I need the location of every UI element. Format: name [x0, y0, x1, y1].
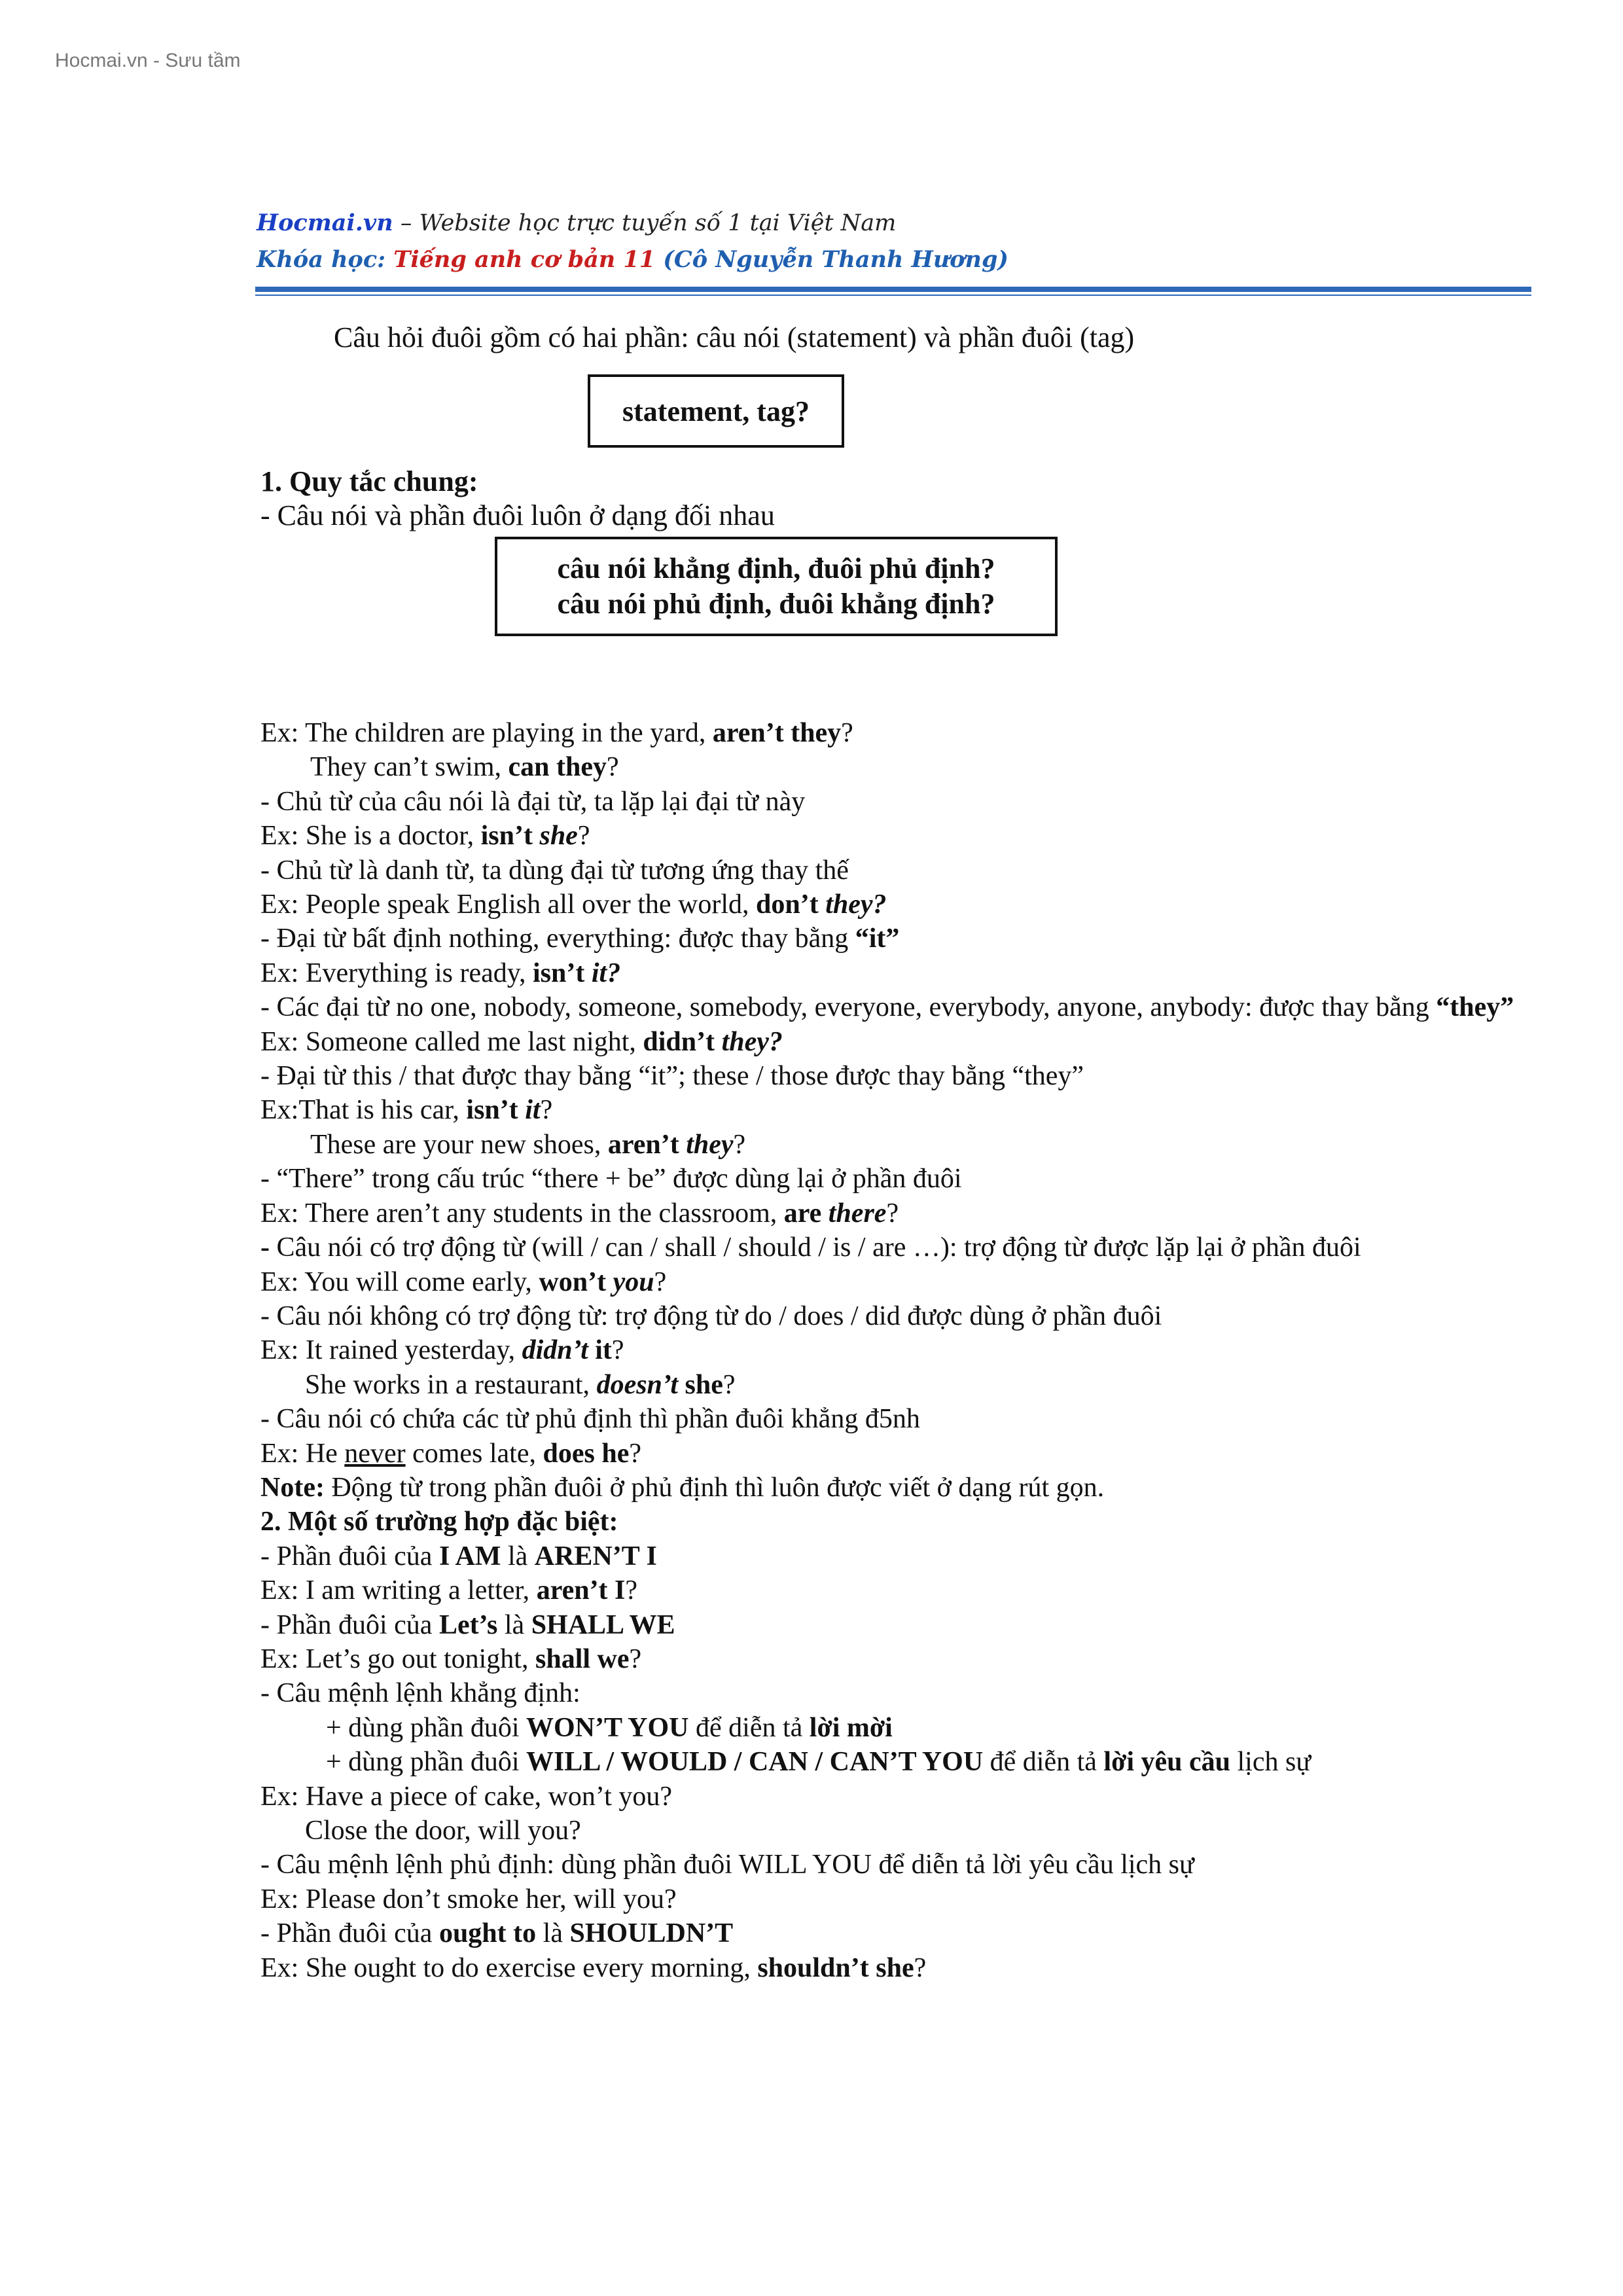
- rule-line: - Các đại từ no one, nobody, someone, somebody, everyone, everybody, anyone, anybody: được thay bằng “they”: [260, 992, 1514, 1023]
- rule-line: - Phần đuôi của I AM là AREN’T I: [260, 1541, 657, 1571]
- course-name: Tiếng anh cơ bản 11: [393, 246, 656, 273]
- section-heading-2: 2. Một số trường hợp đặc biệt:: [260, 1507, 618, 1537]
- rule-box-line-2: câu nói phủ định, đuôi khẳng định?: [557, 588, 995, 620]
- formula-box: statement, tag?: [588, 374, 844, 448]
- rule-line: - Câu mệnh lệnh phủ định: dùng phần đuôi WILL YOU để diễn tả lời yêu cầu lịch sự: [260, 1850, 1194, 1880]
- example-line: Ex: It rained yesterday, didn’t it?: [260, 1335, 624, 1366]
- rule-box-line-1: câu nói khẳng định, đuôi phủ định?: [557, 552, 995, 584]
- header-course-line: Khóa học: Tiếng anh cơ bản 11 (Cô Nguyễn Thanh Hương): [257, 246, 1008, 273]
- example-line: Ex: He never comes late, does he?: [260, 1438, 642, 1469]
- rule-line: - Câu nói có trợ động từ (will / can / shall / should / is / are …): trợ động từ được lặp lại ở phần đuôi: [260, 1232, 1361, 1263]
- document-body: [260, 716, 1530, 1985]
- section-heading-1: 1. Quy tắc chung:: [260, 465, 478, 497]
- general-rule: - Câu nói và phần đuôi luôn ở dạng đối nhau: [260, 499, 775, 531]
- example-line: They can’t swim, can they?: [310, 752, 619, 783]
- example-line: Ex: Please don’t smoke her, will you?: [260, 1884, 677, 1914]
- example-line: Close the door, will you?: [305, 1816, 581, 1846]
- header-site-line: Hocmai.vn – Website học trực tuyến số 1 tại Việt Nam: [257, 209, 897, 236]
- example-line: These are your new shoes, aren’t they?: [310, 1129, 746, 1160]
- sub-rule-line: + dùng phần đuôi WON’T YOU để diễn tả lời mời: [326, 1712, 893, 1743]
- rule-line: - Câu nói có chứa các từ phủ định thì phần đuôi khẳng đ5nh: [260, 1404, 920, 1435]
- example-line: Ex: She ought to do exercise every morning, shouldn’t she?: [260, 1952, 927, 1983]
- header-divider: [255, 287, 1531, 292]
- example-line: Ex: She is a doctor, isn’t she?: [260, 821, 590, 852]
- example-line: Ex: People speak English all over the world, don’t they?: [260, 889, 887, 920]
- example-line: Ex: Someone called me last night, didn’t they?: [260, 1026, 783, 1057]
- example-line: Ex: I am writing a letter, aren’t I?: [260, 1575, 638, 1606]
- example-line: Ex: You will come early, won’t you?: [260, 1266, 667, 1297]
- sub-rule-line: + dùng phần đuôi WILL / WOULD / CAN / CAN’T YOU để diễn tả lời yêu cầu lịch sự: [326, 1747, 1311, 1778]
- example-line: Ex: There aren’t any students in the classroom, are there?: [260, 1198, 899, 1229]
- rule-line: - Phần đuôi của Let’s là SHALL WE: [260, 1609, 675, 1640]
- rule-line: - Chủ từ là danh từ, ta dùng đại từ tương ứng thay thế: [260, 855, 849, 886]
- rule-line: - Đại từ bất định nothing, everything: được thay bằng “it”: [260, 924, 900, 954]
- note-line: Note: Động từ trong phần đuôi ở phủ định thì luôn được viết ở dạng rút gọn.: [260, 1472, 1105, 1503]
- example-line: She works in a restaurant, doesn’t she?: [305, 1369, 736, 1400]
- header-divider-thin: [255, 295, 1531, 296]
- intro-text: Câu hỏi đuôi gồm có hai phần: câu nói (statement) và phần đuôi (tag): [334, 321, 1135, 353]
- rule-line: - “There” trong cấu trúc “there + be” được dùng lại ở phần đuôi: [260, 1164, 962, 1194]
- example-line: Ex: The children are playing in the yard, aren’t they?: [260, 718, 853, 748]
- rule-line: - Câu mệnh lệnh khẳng định:: [260, 1678, 580, 1709]
- brand-link[interactable]: Hocmai.vn: [257, 209, 393, 236]
- example-line: Ex: Everything is ready, isn’t it?: [260, 958, 621, 988]
- rule-line: - Đại từ this / that được thay bằng “it”; these / those được thay bằng “they”: [260, 1061, 1084, 1092]
- rule-line: - Phần đuôi của ought to là SHOULDN’T: [260, 1918, 734, 1949]
- rule-box: [495, 537, 1058, 636]
- example-line: Ex: Have a piece of cake, won’t you?: [260, 1781, 672, 1812]
- example-line: Ex: Let’s go out tonight, shall we?: [260, 1643, 642, 1674]
- example-line: Ex:That is his car, isn’t it?: [260, 1095, 553, 1126]
- rule-line: - Chủ từ của câu nói là đại từ, ta lặp lại đại từ này: [260, 786, 806, 817]
- watermark: Hocmai.vn - Sưu tầm: [55, 50, 241, 71]
- rule-line: - Câu nói không có trợ động từ: trợ động từ do / does / did được dùng ở phần đuôi: [260, 1300, 1162, 1331]
